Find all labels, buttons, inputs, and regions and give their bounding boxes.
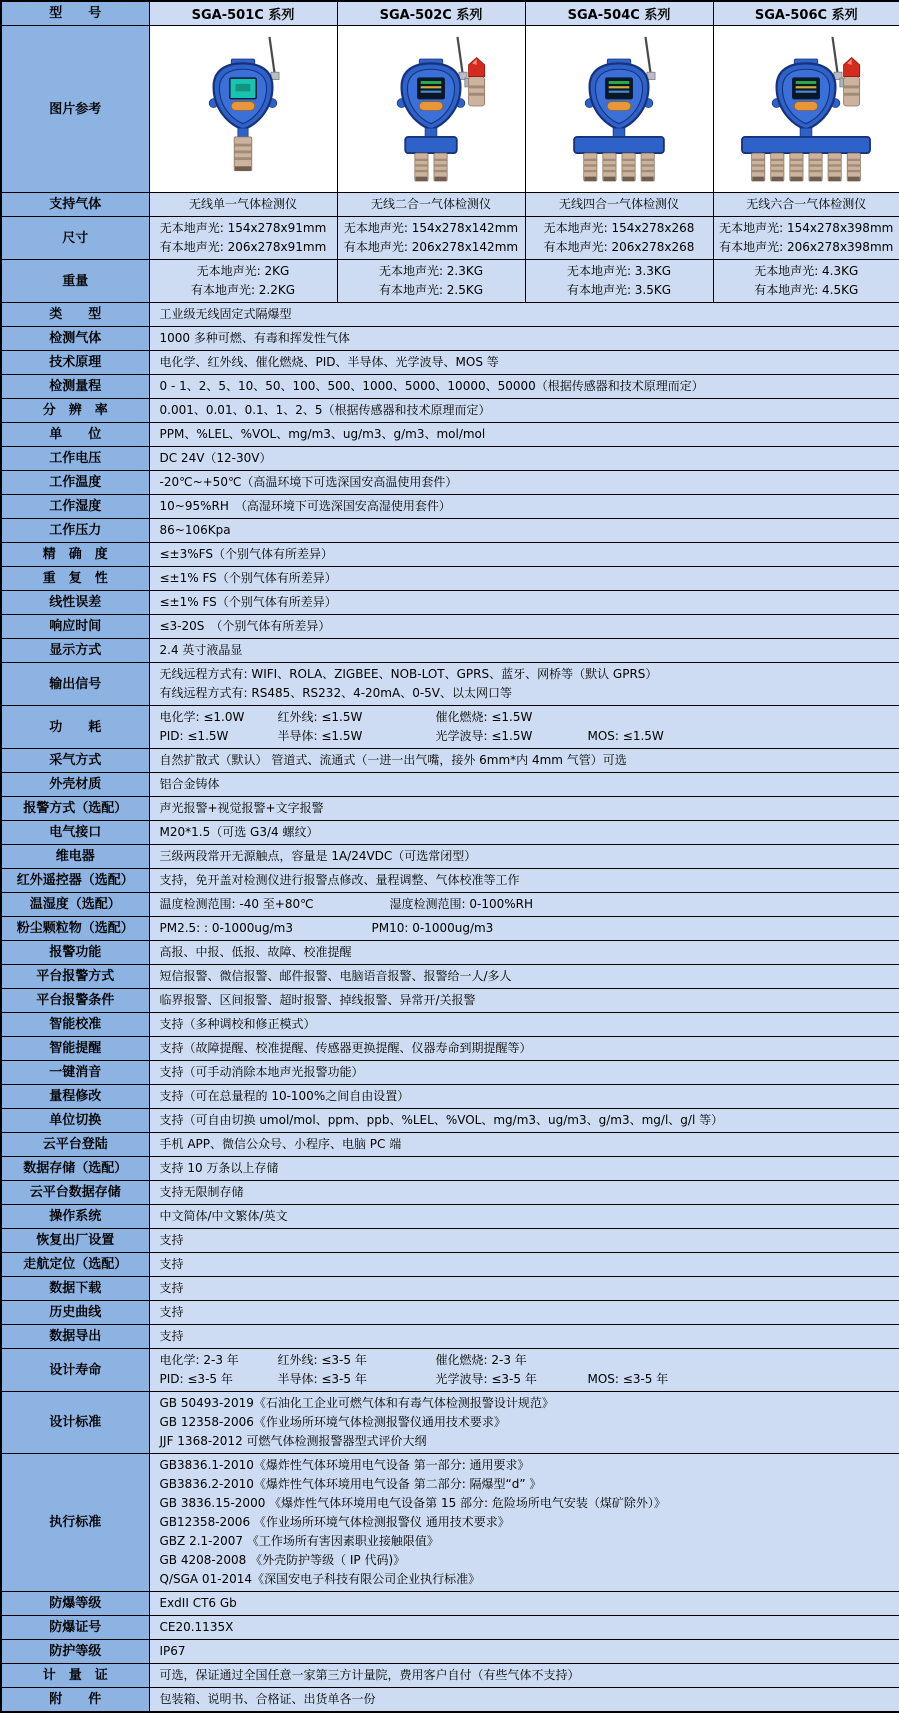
spec-row bbox=[1, 1253, 899, 1277]
spec-value bbox=[337, 260, 525, 303]
spec-row bbox=[1, 471, 899, 495]
spec-row bbox=[1, 1037, 899, 1061]
spec-value bbox=[713, 217, 899, 260]
spec-row bbox=[1, 1640, 899, 1664]
row-label: 平台报警方式 bbox=[1, 965, 149, 989]
spec-text: 手机 APP、微信公众号、小程序、电脑 PC 端 bbox=[159, 1137, 402, 1151]
spec-text: Q/SGA 01-2014《深国安电子科技有限公司企业执行标准》 bbox=[159, 1572, 481, 1586]
spec-text: 支持无限制存储 bbox=[159, 1185, 244, 1199]
spec-segment: 湿度检测范围: 0-100%RH bbox=[389, 897, 533, 911]
row-label: 设计寿命 bbox=[1, 1349, 149, 1392]
spec-text: GB 50493-2019《石油化工企业可燃气体和有毒气体检测报警设计规范》 bbox=[159, 1396, 554, 1410]
spec-segment: 温度检测范围: -40 至+80℃ bbox=[159, 897, 314, 911]
spec-value bbox=[149, 1349, 899, 1392]
row-label: 历史曲线 bbox=[1, 1301, 149, 1325]
row-label: 防爆证号 bbox=[1, 1616, 149, 1640]
model-header-label: 型 号 bbox=[1, 1, 149, 26]
spec-row bbox=[1, 1109, 899, 1133]
spec-row bbox=[1, 327, 899, 351]
spec-value bbox=[149, 1640, 899, 1664]
gas-detector-illustration bbox=[536, 31, 702, 184]
model-name-504c: SGA-504C 系列 bbox=[525, 1, 713, 26]
row-label: 数据存储（选配） bbox=[1, 1157, 149, 1181]
spec-text: GB3836.2-2010《爆炸性气体环境用电气设备 第二部分: 隔爆型“d” 》 bbox=[159, 1477, 542, 1491]
spec-value bbox=[149, 917, 899, 941]
spec-text: 高报、中报、低报、故障、校准提醒 bbox=[159, 945, 352, 959]
spec-segment: MOS: ≤1.5W bbox=[587, 729, 664, 743]
spec-text: 有本地声光: 206x278x142mm bbox=[343, 240, 519, 254]
spec-value bbox=[149, 495, 899, 519]
spec-row bbox=[1, 1013, 899, 1037]
spec-text: 1000 多种可燃、有毒和挥发性气体 bbox=[159, 331, 350, 345]
device-image-502c bbox=[337, 26, 525, 193]
spec-value bbox=[149, 375, 899, 399]
spec-row bbox=[1, 303, 899, 327]
spec-text: PPM、%LEL、%VOL、mg/m3、ug/m3、g/m3、mol/mol bbox=[159, 427, 486, 441]
row-label: 工作温度 bbox=[1, 471, 149, 495]
spec-row bbox=[1, 749, 899, 773]
spec-text: 2.4 英寸液晶显 bbox=[159, 643, 243, 657]
spec-text: 支持 bbox=[159, 1305, 184, 1319]
spec-value bbox=[149, 821, 899, 845]
spec-value bbox=[149, 663, 899, 706]
row-label: 单位切换 bbox=[1, 1109, 149, 1133]
spec-segment: PM2.5: : 0-1000ug/m3 bbox=[159, 921, 293, 935]
spec-segment: PM10: 0-1000ug/m3 bbox=[371, 921, 494, 935]
row-label: 报警方式（选配） bbox=[1, 797, 149, 821]
spec-row bbox=[1, 797, 899, 821]
spec-value bbox=[525, 217, 713, 260]
row-label: 电气接口 bbox=[1, 821, 149, 845]
spec-value bbox=[149, 749, 899, 773]
gas-detector-illustration bbox=[723, 31, 889, 184]
spec-row bbox=[1, 1085, 899, 1109]
spec-value bbox=[149, 1277, 899, 1301]
row-label: 数据导出 bbox=[1, 1325, 149, 1349]
spec-text: 支持（可在总量程的 10-100%之间自由设置） bbox=[159, 1089, 410, 1103]
spec-row bbox=[1, 1277, 899, 1301]
row-label: 执行标准 bbox=[1, 1454, 149, 1592]
spec-row bbox=[1, 1133, 899, 1157]
spec-text: 86~106Kpa bbox=[159, 523, 231, 537]
spec-value bbox=[149, 1664, 899, 1688]
spec-row bbox=[1, 375, 899, 399]
spec-value bbox=[149, 543, 899, 567]
row-label: 维电器 bbox=[1, 845, 149, 869]
row-label: 检测气体 bbox=[1, 327, 149, 351]
spec-row bbox=[1, 1061, 899, 1085]
spec-value bbox=[149, 591, 899, 615]
spec-text: 0 - 1、2、5、10、50、100、500、1000、5000、10000、50000（根据传感器和技术原理而定） bbox=[159, 379, 704, 393]
spec-value bbox=[149, 567, 899, 591]
spec-text: 三级两段常开无源触点，容量是 1A/24VDC（可选常闭型） bbox=[159, 849, 477, 863]
row-label: 工作电压 bbox=[1, 447, 149, 471]
spec-text: 无线单一气体检测仪 bbox=[188, 197, 297, 211]
spec-text: GB 12358-2006《作业场所环境气体检测报警仪通用技术要求》 bbox=[159, 1415, 506, 1429]
spec-text: 有本地声光: 206x278x91mm bbox=[159, 240, 327, 254]
spec-text: 可选，保证通过全国任意一家第三方计量院，费用客户自付（有些气体不支持） bbox=[159, 1668, 580, 1682]
gas-detector-illustration bbox=[348, 31, 514, 184]
row-label: 检测量程 bbox=[1, 375, 149, 399]
spec-text: 铝合金铸体 bbox=[159, 777, 220, 791]
row-label: 云平台数据存储 bbox=[1, 1181, 149, 1205]
spec-row bbox=[1, 706, 899, 749]
spec-text: 无线二合一气体检测仪 bbox=[370, 197, 491, 211]
row-label: 附 件 bbox=[1, 1688, 149, 1713]
spec-value bbox=[149, 423, 899, 447]
row-label: 防爆等级 bbox=[1, 1592, 149, 1616]
row-label: 报警功能 bbox=[1, 941, 149, 965]
spec-text: GB 4208-2008 《外壳防护等级（ IP 代码)》 bbox=[159, 1553, 406, 1567]
spec-value bbox=[149, 327, 899, 351]
spec-value bbox=[149, 869, 899, 893]
spec-row bbox=[1, 869, 899, 893]
spec-row bbox=[1, 519, 899, 543]
spec-row bbox=[1, 821, 899, 845]
spec-text: DC 24V（12-30V） bbox=[159, 451, 272, 465]
spec-row bbox=[1, 663, 899, 706]
row-label: 数据下载 bbox=[1, 1277, 149, 1301]
spec-segment: PID: ≤1.5W bbox=[159, 729, 229, 743]
row-label: 重量 bbox=[1, 260, 149, 303]
spec-row bbox=[1, 1181, 899, 1205]
spec-text bbox=[160, 1370, 894, 1389]
spec-value bbox=[149, 1109, 899, 1133]
row-label: 一键消音 bbox=[1, 1061, 149, 1085]
row-label: 技术原理 bbox=[1, 351, 149, 375]
spec-row bbox=[1, 965, 899, 989]
model-name-506c: SGA-506C 系列 bbox=[713, 1, 899, 26]
row-label: 恢复出厂设置 bbox=[1, 1229, 149, 1253]
spec-text: 有本地声光: 2.2KG bbox=[190, 283, 296, 297]
spec-text: 短信报警、微信报警、邮件报警、电脑语音报警、报警给一人/多人 bbox=[159, 969, 512, 983]
spec-row bbox=[1, 399, 899, 423]
spec-segment: 半导体: ≤3-5 年 bbox=[277, 1372, 367, 1386]
spec-text: 中文简体/中文繁体/英文 bbox=[159, 1209, 288, 1223]
spec-row bbox=[1, 615, 899, 639]
image-row bbox=[1, 26, 899, 193]
spec-text: 无本地声光: 3.3KG bbox=[566, 264, 672, 278]
row-label: 功 耗 bbox=[1, 706, 149, 749]
spec-row bbox=[1, 941, 899, 965]
spec-value bbox=[149, 893, 899, 917]
row-label: 设计标准 bbox=[1, 1392, 149, 1454]
spec-value bbox=[149, 447, 899, 471]
spec-text: 有本地声光: 4.5KG bbox=[754, 283, 859, 297]
spec-row bbox=[1, 1301, 899, 1325]
spec-value bbox=[149, 941, 899, 965]
spec-text: 有本地声光: 206x278x268 bbox=[543, 240, 695, 254]
spec-text: GB3836.1-2010《爆炸性气体环境用电气设备 第一部分: 通用要求》 bbox=[159, 1458, 530, 1472]
spec-row bbox=[1, 591, 899, 615]
row-label: 显示方式 bbox=[1, 639, 149, 663]
spec-value bbox=[149, 1325, 899, 1349]
spec-value bbox=[149, 706, 899, 749]
row-label: 响应时间 bbox=[1, 615, 149, 639]
row-label: 采气方式 bbox=[1, 749, 149, 773]
spec-row bbox=[1, 217, 899, 260]
spec-row bbox=[1, 423, 899, 447]
spec-row bbox=[1, 773, 899, 797]
spec-row bbox=[1, 260, 899, 303]
spec-text bbox=[160, 1351, 894, 1370]
device-image-501c bbox=[149, 26, 337, 193]
image-row-label: 图片参考 bbox=[1, 26, 149, 193]
spec-value bbox=[149, 615, 899, 639]
spec-text: 支持（可自由切换 umol/mol、ppm、ppb、%LEL、%VOL、mg/m3、ug/m3、g/m3、mg/l、g/l 等） bbox=[159, 1113, 724, 1127]
spec-text: GBZ 2.1-2007 《工作场所有害因素职业接触限值》 bbox=[159, 1534, 439, 1548]
spec-value bbox=[149, 1205, 899, 1229]
spec-value bbox=[149, 1061, 899, 1085]
spec-text: 临界报警、区间报警、超时报警、掉线报警、异常开/关报警 bbox=[159, 993, 476, 1007]
spec-text: 无本地声光: 154x278x142mm bbox=[343, 221, 519, 235]
spec-row bbox=[1, 1392, 899, 1454]
spec-text: ≤3-20S （个别气体有所差异） bbox=[159, 619, 331, 633]
spec-text: 声光报警+视觉报警+文字报警 bbox=[159, 801, 324, 815]
spec-value bbox=[149, 217, 337, 260]
spec-text: 有线远程方式有: RS485、RS232、4-20mA、0-5V、以太网口等 bbox=[159, 686, 513, 700]
spec-value bbox=[149, 1688, 899, 1713]
row-label: 操作系统 bbox=[1, 1205, 149, 1229]
spec-text: -20℃~+50℃（高温环境下可选深国安高温使用套件） bbox=[159, 475, 458, 489]
spec-row bbox=[1, 1325, 899, 1349]
row-label: 精 确 度 bbox=[1, 543, 149, 567]
gas-detector-illustration bbox=[160, 31, 326, 184]
spec-text: IP67 bbox=[159, 1644, 186, 1658]
spec-text: 有本地声光: 206x278x398mm bbox=[719, 240, 894, 254]
spec-text: 无线六合一气体检测仪 bbox=[746, 197, 867, 211]
spec-value bbox=[149, 989, 899, 1013]
spec-value bbox=[149, 303, 899, 327]
spec-segment: 催化燃烧: 2-3 年 bbox=[435, 1353, 527, 1367]
spec-row bbox=[1, 1454, 899, 1592]
spec-value bbox=[149, 639, 899, 663]
row-label: 工作压力 bbox=[1, 519, 149, 543]
row-label: 防护等级 bbox=[1, 1640, 149, 1664]
row-label: 走航定位（选配） bbox=[1, 1253, 149, 1277]
spec-row bbox=[1, 193, 899, 217]
row-label: 量程修改 bbox=[1, 1085, 149, 1109]
spec-text: 支持，免开盖对检测仪进行报警点修改、量程调整、气体校准等工作 bbox=[159, 873, 520, 887]
spec-row bbox=[1, 543, 899, 567]
spec-value bbox=[149, 1454, 899, 1592]
spec-text: ≤±1% FS（个别气体有所差异） bbox=[159, 595, 337, 609]
spec-row bbox=[1, 1205, 899, 1229]
device-image-506c bbox=[713, 26, 899, 193]
spec-value bbox=[149, 1013, 899, 1037]
spec-text: 自然扩散式（默认） 管道式、流通式（一进一出气嘴，接外 6mm*内 4mm 气管）可选 bbox=[159, 753, 627, 767]
row-label: 重 复 性 bbox=[1, 567, 149, 591]
spec-row bbox=[1, 1616, 899, 1640]
spec-value bbox=[149, 193, 337, 217]
spec-text bbox=[160, 919, 894, 938]
spec-segment: PID: ≤3-5 年 bbox=[159, 1372, 233, 1386]
spec-text: 0.001、0.01、0.1、1、2、5（根据传感器和技术原理而定） bbox=[159, 403, 491, 417]
spec-segment: 半导体: ≤1.5W bbox=[277, 729, 363, 743]
spec-text: 支持 bbox=[159, 1329, 184, 1343]
spec-text: 无本地声光: 154x278x91mm bbox=[159, 221, 327, 235]
row-label: 粉尘颗粒物（选配） bbox=[1, 917, 149, 941]
spec-row bbox=[1, 989, 899, 1013]
spec-value bbox=[337, 193, 525, 217]
spec-text: JJF 1368-2012 可燃气体检测报警器型式评价大纲 bbox=[159, 1434, 427, 1448]
spec-segment: 光学波导: ≤1.5W bbox=[435, 729, 533, 743]
spec-text: 无本地声光: 2.3KG bbox=[378, 264, 484, 278]
spec-text: 支持 bbox=[159, 1233, 184, 1247]
spec-segment: 红外线: ≤1.5W bbox=[277, 710, 363, 724]
spec-text: 支持 bbox=[159, 1257, 184, 1271]
spec-value bbox=[149, 1253, 899, 1277]
spec-value bbox=[149, 773, 899, 797]
spec-row bbox=[1, 1664, 899, 1688]
spec-text: 支持 bbox=[159, 1281, 184, 1295]
spec-row bbox=[1, 1157, 899, 1181]
spec-value bbox=[149, 471, 899, 495]
spec-text: 有本地声光: 2.5KG bbox=[378, 283, 484, 297]
spec-text: 支持（故障提醒、校准提醒、传感器更换提醒、仪器寿命到期提醒等） bbox=[159, 1041, 532, 1055]
spec-value bbox=[149, 519, 899, 543]
spec-text: 无本地声光: 2KG bbox=[196, 264, 290, 278]
row-label: 输出信号 bbox=[1, 663, 149, 706]
spec-text: 支持（可手动消除本地声光报警功能） bbox=[159, 1065, 364, 1079]
row-label: 分 辨 率 bbox=[1, 399, 149, 423]
spec-row bbox=[1, 1688, 899, 1713]
spec-text: ≤±1% FS（个别气体有所差异） bbox=[159, 571, 337, 585]
row-label: 尺寸 bbox=[1, 217, 149, 260]
spec-text: 电化学、红外线、催化燃烧、PID、半导体、光学波导、MOS 等 bbox=[159, 355, 499, 369]
row-label: 支持气体 bbox=[1, 193, 149, 217]
spec-text bbox=[160, 727, 894, 746]
spec-value bbox=[525, 260, 713, 303]
spec-row bbox=[1, 1349, 899, 1392]
device-image-504c bbox=[525, 26, 713, 193]
spec-value bbox=[337, 217, 525, 260]
row-label: 计 量 证 bbox=[1, 1664, 149, 1688]
spec-value bbox=[149, 1133, 899, 1157]
spec-row bbox=[1, 447, 899, 471]
row-label: 云平台登陆 bbox=[1, 1133, 149, 1157]
spec-text: ExdII CT6 Gb bbox=[159, 1596, 237, 1610]
header-row bbox=[1, 1, 899, 26]
row-label: 类 型 bbox=[1, 303, 149, 327]
spec-value bbox=[149, 399, 899, 423]
spec-segment: 光学波导: ≤3-5 年 bbox=[435, 1372, 537, 1386]
spec-value bbox=[149, 1085, 899, 1109]
spec-text: M20*1.5（可选 G3/4 螺纹） bbox=[159, 825, 319, 839]
spec-row bbox=[1, 351, 899, 375]
spec-value bbox=[525, 193, 713, 217]
spec-text: 支持（多种调校和修正模式） bbox=[159, 1017, 316, 1031]
spec-value bbox=[149, 1037, 899, 1061]
spec-row bbox=[1, 495, 899, 519]
spec-text bbox=[160, 708, 894, 727]
spec-value bbox=[149, 351, 899, 375]
spec-row bbox=[1, 917, 899, 941]
spec-value bbox=[149, 1229, 899, 1253]
spec-value bbox=[149, 1181, 899, 1205]
spec-text: 包装箱、说明书、合格证、出货单各一份 bbox=[159, 1692, 376, 1706]
spec-segment: 电化学: 2-3 年 bbox=[159, 1353, 239, 1367]
model-name-502c: SGA-502C 系列 bbox=[337, 1, 525, 26]
spec-value bbox=[149, 965, 899, 989]
row-label: 线性误差 bbox=[1, 591, 149, 615]
row-label: 平台报警条件 bbox=[1, 989, 149, 1013]
model-name-501c: SGA-501C 系列 bbox=[149, 1, 337, 26]
spec-segment: MOS: ≤3-5 年 bbox=[587, 1372, 669, 1386]
row-label: 红外遥控器（选配） bbox=[1, 869, 149, 893]
spec-text: 支持 10 万条以上存储 bbox=[159, 1161, 279, 1175]
spec-text: 有本地声光: 3.5KG bbox=[566, 283, 672, 297]
row-label: 工作湿度 bbox=[1, 495, 149, 519]
spec-text: 无线远程方式有: WIFI、ROLA、ZIGBEE、NOB-LOT、GPRS、蓝牙、网桥等（默认 GPRS） bbox=[159, 667, 658, 681]
spec-value bbox=[149, 1301, 899, 1325]
spec-value bbox=[149, 845, 899, 869]
spec-value bbox=[713, 260, 899, 303]
spec-text: 无本地声光: 154x278x268 bbox=[543, 221, 695, 235]
row-label: 温湿度（选配） bbox=[1, 893, 149, 917]
spec-row bbox=[1, 567, 899, 591]
spec-value bbox=[149, 1157, 899, 1181]
spec-text: 无本地声光: 154x278x398mm bbox=[719, 221, 894, 235]
spec-value bbox=[713, 193, 899, 217]
spec-segment: 电化学: ≤1.0W bbox=[159, 710, 245, 724]
spec-value bbox=[149, 260, 337, 303]
spec-row bbox=[1, 1229, 899, 1253]
spec-text: 无线四合一气体检测仪 bbox=[558, 197, 679, 211]
spec-segment: 红外线: ≤3-5 年 bbox=[277, 1353, 367, 1367]
row-label: 智能提醒 bbox=[1, 1037, 149, 1061]
row-label: 单 位 bbox=[1, 423, 149, 447]
row-label: 外壳材质 bbox=[1, 773, 149, 797]
spec-value bbox=[149, 1616, 899, 1640]
row-label: 智能校准 bbox=[1, 1013, 149, 1037]
spec-value bbox=[149, 797, 899, 821]
spec-text: 工业级无线固定式隔爆型 bbox=[159, 307, 292, 321]
spec-value bbox=[149, 1392, 899, 1454]
spec-text: 无本地声光: 4.3KG bbox=[754, 264, 859, 278]
spec-text: GB 3836.15-2000 《爆炸性气体环境用电气设备第 15 部分: 危险场所电气安装（煤矿除外）》 bbox=[159, 1496, 666, 1510]
spec-text bbox=[160, 895, 894, 914]
spec-row bbox=[1, 845, 899, 869]
spec-text: CE20.1135X bbox=[159, 1620, 234, 1634]
spec-row bbox=[1, 893, 899, 917]
spec-text: 10~95%RH （高湿环境下可选深国安高湿使用套件） bbox=[159, 499, 451, 513]
spec-text: GB12358-2006 《作业场所环境气体检测报警仪 通用技术要求》 bbox=[159, 1515, 510, 1529]
spec-text: ≤±3%FS（个别气体有所差异） bbox=[159, 547, 333, 561]
spec-segment: 催化燃烧: ≤1.5W bbox=[435, 710, 533, 724]
spec-row bbox=[1, 639, 899, 663]
